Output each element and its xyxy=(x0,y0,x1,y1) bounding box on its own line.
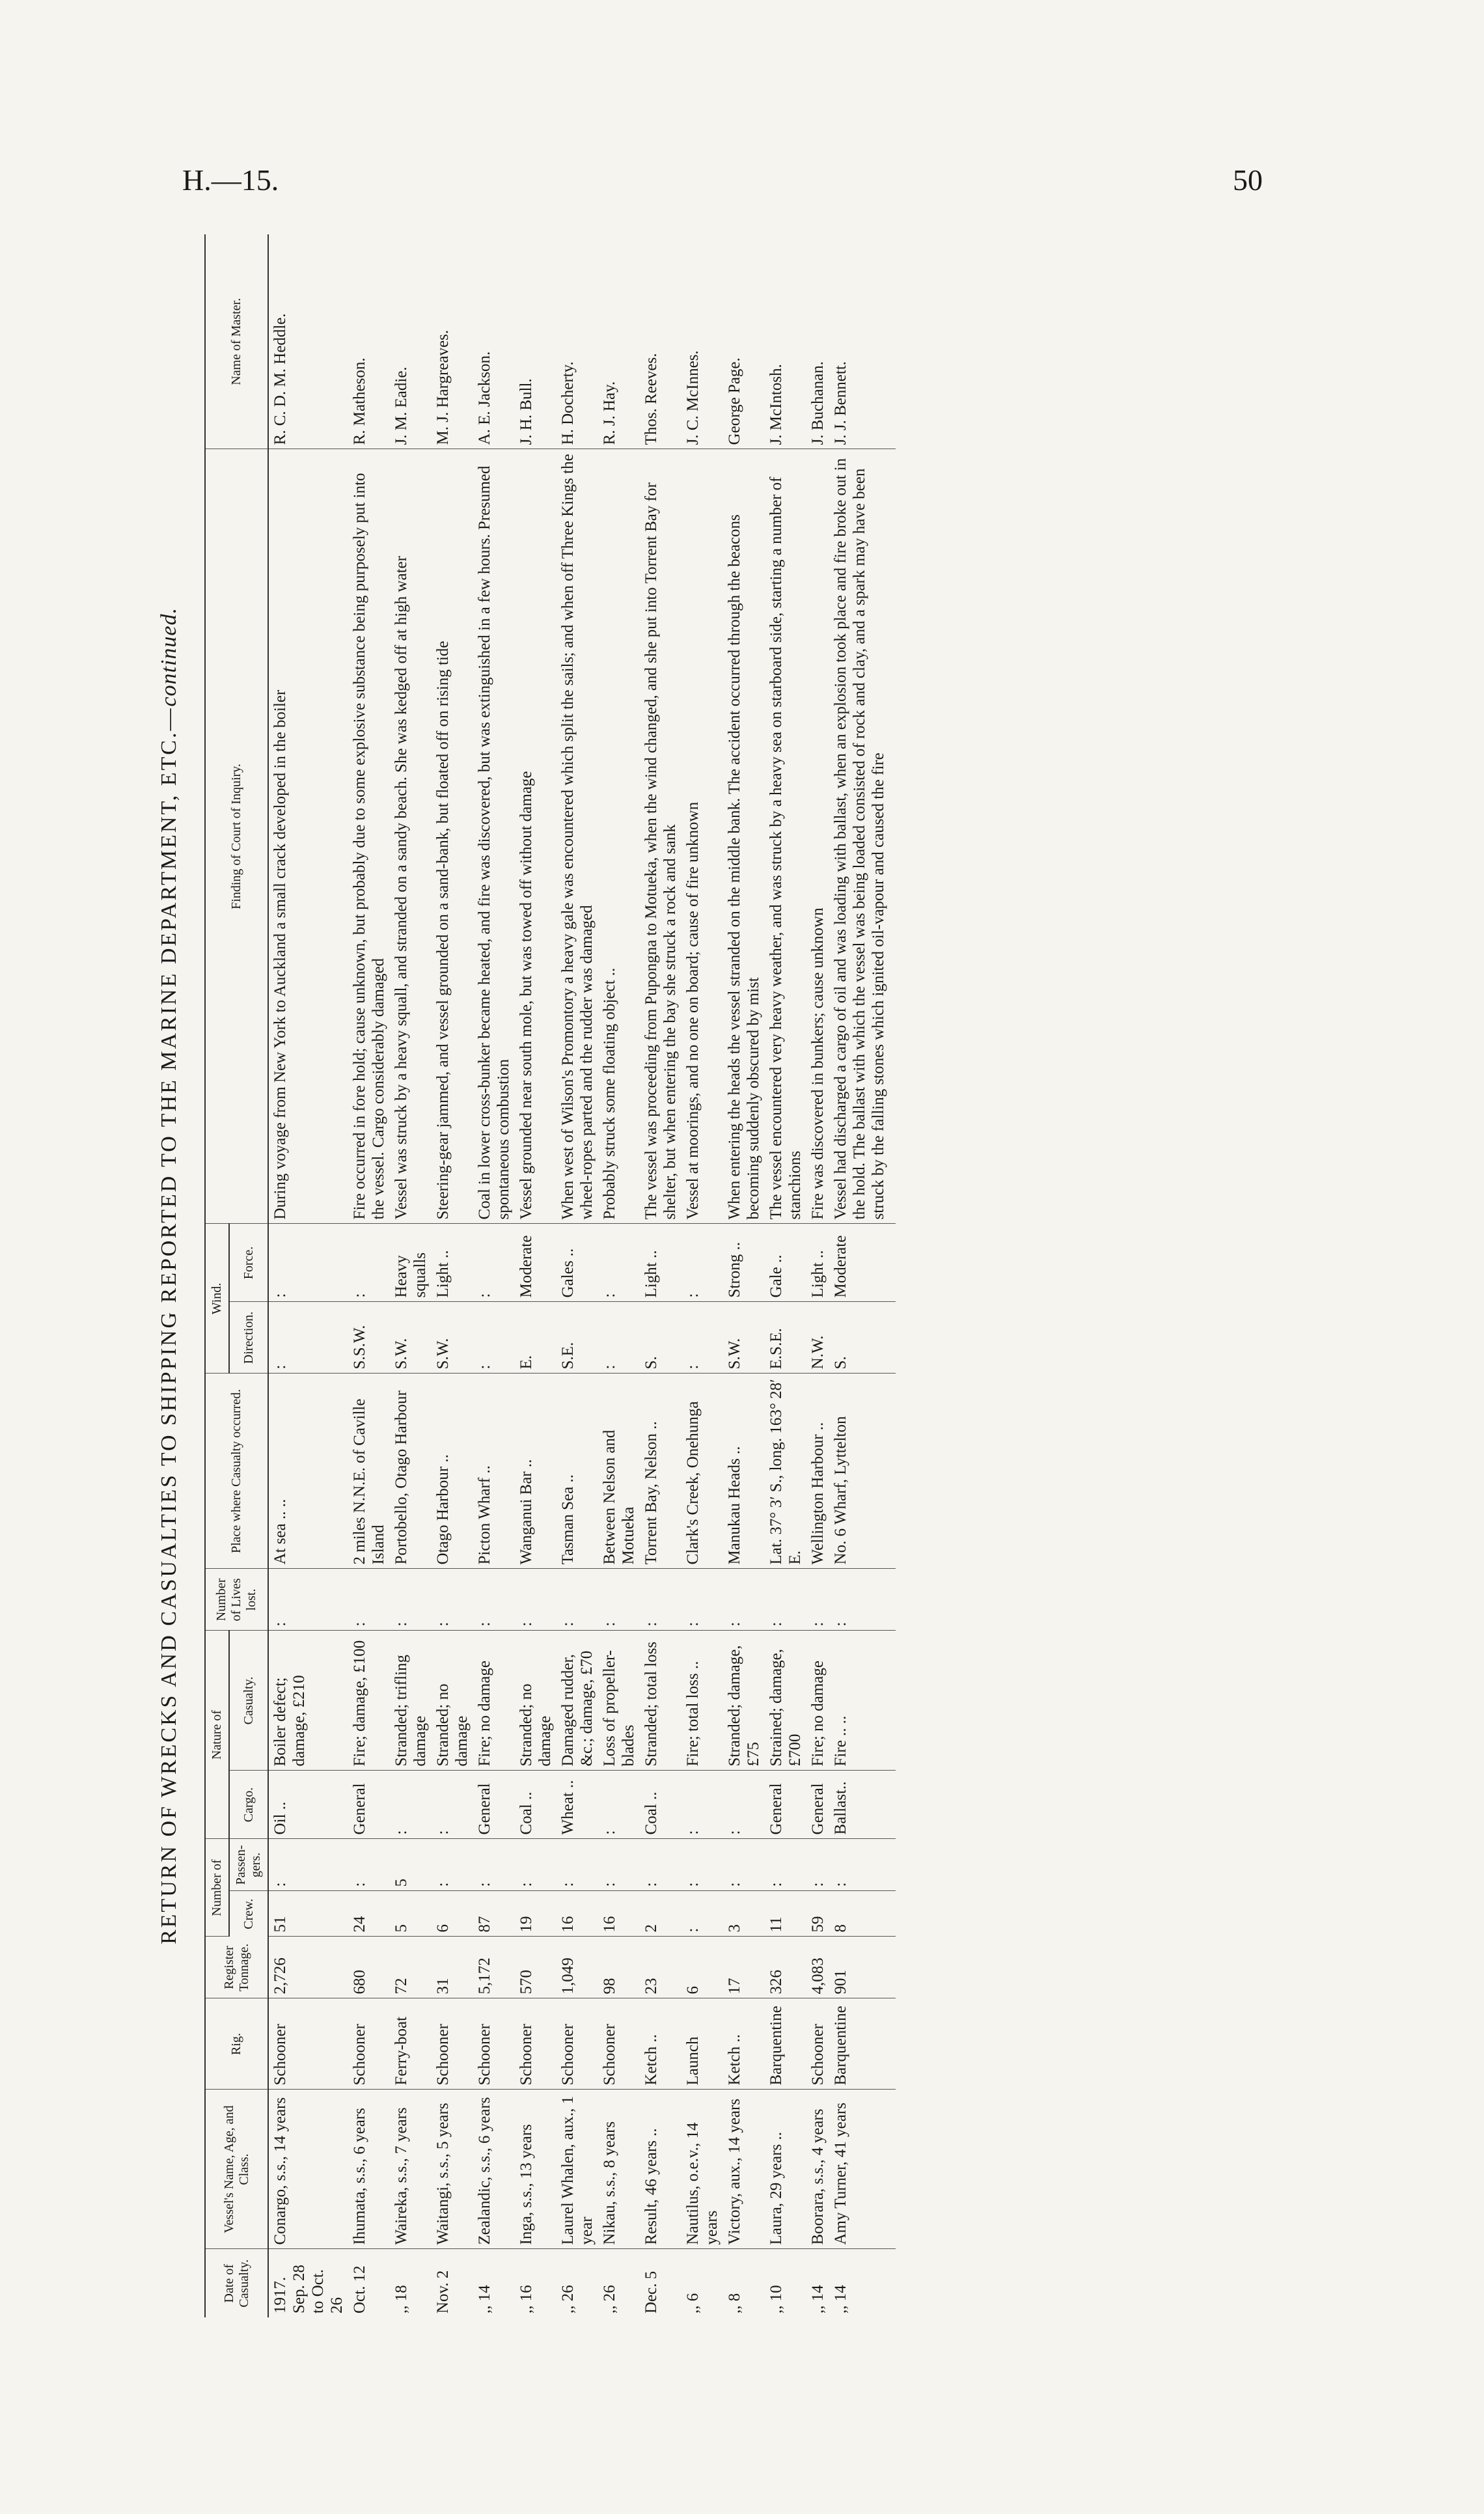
cell-lives-lost: : xyxy=(556,1569,598,1631)
cell-vessel: Result, 46 years .. xyxy=(640,2090,681,2249)
col-lives-lost: Number of Lives lost. xyxy=(205,1569,268,1631)
cell-passengers: : xyxy=(348,1839,390,1891)
col-casualty: Casualty. xyxy=(229,1631,268,1771)
header-row-1 xyxy=(205,234,229,2317)
cell-casualty: Stranded; damage, £75 xyxy=(723,1631,765,1771)
cell-finding: Vessel grounded near south mole, but was towed off without damage xyxy=(515,449,556,1224)
col-cargo: Cargo. xyxy=(229,1771,268,1839)
cell-tonnage: 6 xyxy=(681,1937,723,1998)
table-row xyxy=(723,234,765,2317)
table-row xyxy=(348,234,390,2317)
cell-master: R. J. Hay. xyxy=(598,234,640,449)
cell-wind-direction: : xyxy=(598,1302,640,1374)
cell-cargo: : xyxy=(432,1771,473,1839)
cell-lives-lost: : xyxy=(723,1569,765,1631)
cell-finding: The vessel encountered very heavy weather, and was struck by a heavy sea on starboard side, starting a number of stanchions xyxy=(765,449,806,1224)
cell-wind-direction: S. xyxy=(829,1302,896,1374)
table-row xyxy=(556,234,598,2317)
cell-rig: Barquentine xyxy=(765,1998,806,2090)
cell-date xyxy=(556,2249,598,2317)
cell-date xyxy=(598,2249,640,2317)
cell-wind-force: Gales .. xyxy=(556,1224,598,1302)
table-row xyxy=(473,234,515,2317)
table-title xyxy=(150,234,189,2317)
cell-lives-lost: : xyxy=(765,1569,806,1631)
cell-rig: Schooner xyxy=(598,1998,640,2090)
cell-crew: : xyxy=(681,1891,723,1937)
cell-rig: Schooner xyxy=(268,1998,348,2090)
cell-wind-force: Light .. xyxy=(432,1224,473,1302)
cell-crew: 87 xyxy=(473,1891,515,1937)
table-title-continued: continued. xyxy=(157,607,181,707)
cell-passengers: : xyxy=(268,1839,348,1891)
cell-rig: Schooner xyxy=(556,1998,598,2090)
cell-place: Wanganui Bar .. xyxy=(515,1374,556,1569)
cell-wind-force: : xyxy=(348,1224,390,1302)
date-value: ,, 26 xyxy=(601,2285,618,2314)
cell-casualty: Stranded; no damage xyxy=(515,1631,556,1771)
cell-rig: Schooner xyxy=(473,1998,515,2090)
cell-tonnage: 5,172 xyxy=(473,1937,515,1998)
col-date: Date of Casualty. xyxy=(205,2249,268,2317)
cell-vessel: Waitangi, s.s., 5 years xyxy=(432,2090,473,2249)
cell-casualty: Damaged rudder, &c.; damage, £70 xyxy=(556,1631,598,1771)
cell-passengers: : xyxy=(515,1839,556,1891)
cell-date xyxy=(681,2249,723,2317)
cell-cargo: : xyxy=(598,1771,640,1839)
date-value: ,, 16 xyxy=(517,2285,535,2314)
cell-date xyxy=(723,2249,765,2317)
cell-tonnage: 680 xyxy=(348,1937,390,1998)
cell-finding: The vessel was proceeding from Pupongna to Motueka, when the wind changed, and she put into Torrent Bay for shelter, but when entering the bay she struck a rock and sank xyxy=(640,449,681,1224)
cell-lives-lost: : xyxy=(598,1569,640,1631)
cell-casualty: Stranded; no damage xyxy=(432,1631,473,1771)
date-year: 1917. xyxy=(271,2276,289,2314)
cell-date xyxy=(765,2249,806,2317)
cell-master: M. J. Hargreaves. xyxy=(432,234,473,449)
col-passengers: Passen-gers. xyxy=(229,1839,268,1891)
cell-place: 2 miles N.N.E. of Caville Island xyxy=(348,1374,390,1569)
cell-cargo: Ballast.. xyxy=(829,1771,896,1839)
cell-cargo: Wheat .. xyxy=(556,1771,598,1839)
cell-casualty: Fire; total loss .. xyxy=(681,1631,723,1771)
cell-vessel: Laura, 29 years .. xyxy=(765,2090,806,2249)
cell-casualty: Boiler defect; damage, £210 xyxy=(268,1631,348,1771)
cell-cargo: Coal .. xyxy=(515,1771,556,1839)
cell-rig: Schooner xyxy=(348,1998,390,2090)
cell-passengers: : xyxy=(640,1839,681,1891)
cell-passengers: : xyxy=(723,1839,765,1891)
cell-wind-direction: S.S.W. xyxy=(348,1302,390,1374)
col-force: Force. xyxy=(229,1224,268,1302)
cell-wind-direction: S.E. xyxy=(556,1302,598,1374)
cell-rig: Schooner xyxy=(806,1998,829,2090)
cell-finding: Vessel was struck by a heavy squall, and stranded on a sandy beach. She was kedged off at high water xyxy=(390,449,432,1224)
cell-finding: Fire was discovered in bunkers; cause unknown xyxy=(806,449,829,1224)
col-number-of: Number of xyxy=(205,1839,229,1937)
col-tonnage: Register Tonnage. xyxy=(205,1937,268,1998)
cell-rig: Ketch .. xyxy=(640,1998,681,2090)
cell-place: Tasman Sea .. xyxy=(556,1374,598,1569)
page-number: 50 xyxy=(1233,163,1263,197)
cell-tonnage: 98 xyxy=(598,1937,640,1998)
cell-cargo: General xyxy=(806,1771,829,1839)
cell-cargo: Oil .. xyxy=(268,1771,348,1839)
col-crew: Crew. xyxy=(229,1891,268,1937)
cell-place: Wellington Harbour .. xyxy=(806,1374,829,1569)
cell-date xyxy=(268,2249,348,2317)
cell-rig: Ketch .. xyxy=(723,1998,765,2090)
cell-wind-direction: S.W. xyxy=(432,1302,473,1374)
cell-passengers: : xyxy=(432,1839,473,1891)
cell-crew: 24 xyxy=(348,1891,390,1937)
table-row xyxy=(829,234,896,2317)
cell-vessel: Ihumata, s.s., 6 years xyxy=(348,2090,390,2249)
cell-tonnage: 2,726 xyxy=(268,1937,348,1998)
casualty-table xyxy=(204,234,896,2317)
cell-lives-lost: : xyxy=(515,1569,556,1631)
table-row xyxy=(640,234,681,2317)
cell-tonnage: 4,083 xyxy=(806,1937,829,1998)
cell-casualty: Fire .. .. xyxy=(829,1631,896,1771)
cell-crew: 11 xyxy=(765,1891,806,1937)
cell-place: Between Nelson and Motueka xyxy=(598,1374,640,1569)
cell-vessel: Nikau, s.s., 8 years xyxy=(598,2090,640,2249)
table-row xyxy=(598,234,640,2317)
cell-date xyxy=(348,2249,390,2317)
date-value: Oct. 12 xyxy=(351,2265,368,2314)
cell-casualty: Loss of propeller-blades xyxy=(598,1631,640,1771)
cell-wind-direction: : xyxy=(473,1302,515,1374)
cell-date xyxy=(473,2249,515,2317)
table-row xyxy=(681,234,723,2317)
col-rig: Rig. xyxy=(205,1998,268,2090)
cell-passengers: : xyxy=(556,1839,598,1891)
cell-master: J. J. Bennett. xyxy=(829,234,896,449)
cell-vessel: Inga, s.s., 13 years xyxy=(515,2090,556,2249)
table-row xyxy=(268,234,348,2317)
cell-crew: 59 xyxy=(806,1891,829,1937)
cell-vessel: Zealandic, s.s., 6 years xyxy=(473,2090,515,2249)
date-value: ,, 18 xyxy=(392,2285,410,2314)
table-row xyxy=(765,234,806,2317)
table-row xyxy=(390,234,432,2317)
table-title-main: RETURN OF WRECKS AND CASUALTIES TO SHIPPING REPORTED TO THE MARINE DEPARTMENT, ETC.— xyxy=(157,706,181,1945)
col-wind: Wind. xyxy=(205,1224,229,1374)
cell-wind-force: : xyxy=(681,1224,723,1302)
cell-finding: Coal in lower cross-bunker became heated, and fire was discovered, but was extinguished in a few hours. Presumed spontaneous combustion xyxy=(473,449,515,1224)
cell-wind-direction: N.W. xyxy=(806,1302,829,1374)
cell-rig: Launch xyxy=(681,1998,723,2090)
cell-rig: Schooner xyxy=(432,1998,473,2090)
cell-master: J. M. Eadie. xyxy=(390,234,432,449)
cell-casualty: Stranded; trifling damage xyxy=(390,1631,432,1771)
cell-passengers: : xyxy=(829,1839,896,1891)
cell-cargo: General xyxy=(473,1771,515,1839)
cell-lives-lost: : xyxy=(473,1569,515,1631)
cell-passengers: : xyxy=(765,1839,806,1891)
document-reference: H.—15. xyxy=(182,163,279,197)
cell-passengers: : xyxy=(681,1839,723,1891)
cell-vessel: Boorara, s.s., 4 years xyxy=(806,2090,829,2249)
cell-date xyxy=(640,2249,681,2317)
cell-master: J. H. Bull. xyxy=(515,234,556,449)
cell-wind-force: Moderate xyxy=(829,1224,896,1302)
cell-casualty: Fire; damage, £100 xyxy=(348,1631,390,1771)
cell-wind-direction: S.W. xyxy=(390,1302,432,1374)
cell-tonnage: 31 xyxy=(432,1937,473,1998)
col-master: Name of Master. xyxy=(205,234,268,449)
table-row xyxy=(806,234,829,2317)
cell-place: At sea .. .. xyxy=(268,1374,348,1569)
cell-place: Lat. 37° 3′ S., long. 163° 28′ E. xyxy=(765,1374,806,1569)
cell-date xyxy=(829,2249,896,2317)
cell-passengers: : xyxy=(598,1839,640,1891)
cell-crew: 8 xyxy=(829,1891,896,1937)
cell-lives-lost: : xyxy=(829,1569,896,1631)
cell-crew: 16 xyxy=(598,1891,640,1937)
table-row xyxy=(515,234,556,2317)
date-value: Nov. 2 xyxy=(434,2270,452,2314)
cell-place: Manukau Heads .. xyxy=(723,1374,765,1569)
cell-finding: Fire occurred in fore hold; cause unknown, but probably due to some explosive substance being purposely put into the vessel. Cargo considerably damaged xyxy=(348,449,390,1224)
cell-tonnage: 23 xyxy=(640,1937,681,1998)
cell-tonnage: 570 xyxy=(515,1937,556,1998)
cell-wind-force: Light .. xyxy=(806,1224,829,1302)
date-value: ,, 6 xyxy=(684,2293,702,2314)
cell-wind-direction: E.S.E. xyxy=(765,1302,806,1374)
cell-lives-lost: : xyxy=(348,1569,390,1631)
cell-crew: 16 xyxy=(556,1891,598,1937)
cell-finding: Vessel had discharged a cargo of oil and was loading with ballast, when an explosion took place and fire broke out in the hold. The ballast with which the vessel was being loaded consisted of rock and clay, and a spark may have been struck by the falling stones which ignited oil-vapour and caused the fire xyxy=(829,449,896,1224)
cell-tonnage: 72 xyxy=(390,1937,432,1998)
cell-crew: 2 xyxy=(640,1891,681,1937)
cell-vessel: Conargo, s.s., 14 years xyxy=(268,2090,348,2249)
cell-rig: Barquentine xyxy=(829,1998,896,2090)
cell-rig: Ferry-boat xyxy=(390,1998,432,2090)
cell-casualty: Fire; no damage xyxy=(473,1631,515,1771)
cell-master: J. C. McInnes. xyxy=(681,234,723,449)
date-value: Sep. 28 to Oct. 26 xyxy=(290,2265,346,2314)
cell-date xyxy=(515,2249,556,2317)
cell-lives-lost: : xyxy=(390,1569,432,1631)
cell-crew: 6 xyxy=(432,1891,473,1937)
col-direction: Direction. xyxy=(229,1302,268,1374)
cell-cargo: : xyxy=(723,1771,765,1839)
cell-place: Torrent Bay, Nelson .. xyxy=(640,1374,681,1569)
cell-wind-force: : xyxy=(268,1224,348,1302)
cell-cargo: : xyxy=(390,1771,432,1839)
cell-crew: 19 xyxy=(515,1891,556,1937)
cell-lives-lost: : xyxy=(806,1569,829,1631)
date-value: ,, 14 xyxy=(476,2285,493,2314)
cell-master: J. Buchanan. xyxy=(806,234,829,449)
cell-passengers: : xyxy=(473,1839,515,1891)
cell-wind-force: Moderate xyxy=(515,1224,556,1302)
cell-finding: When entering the heads the vessel stranded on the middle bank. The accident occurred through the beacons becoming suddenly obscured by mist xyxy=(723,449,765,1224)
page-header xyxy=(182,163,1263,215)
cell-vessel: Laurel Whalen, aux., 1 year xyxy=(556,2090,598,2249)
cell-master: R. Matheson. xyxy=(348,234,390,449)
cell-wind-direction: S. xyxy=(640,1302,681,1374)
cell-crew: 51 xyxy=(268,1891,348,1937)
cell-wind-direction: : xyxy=(268,1302,348,1374)
cell-passengers: 5 xyxy=(390,1839,432,1891)
cell-rig: Schooner xyxy=(515,1998,556,2090)
cell-finding: Vessel at moorings, and no one on board; cause of fire unknown xyxy=(681,449,723,1224)
cell-master: Thos. Reeves. xyxy=(640,234,681,449)
cell-wind-force: Gale .. xyxy=(765,1224,806,1302)
cell-wind-force: Strong .. xyxy=(723,1224,765,1302)
cell-finding: When west of Wilson's Promontory a heavy gale was encountered which split the sails; and when off Three Kings the wheel-ropes parted and the rudder was damaged xyxy=(556,449,598,1224)
cell-cargo: General xyxy=(765,1771,806,1839)
cell-passengers: : xyxy=(806,1839,829,1891)
cell-master: J. McIntosh. xyxy=(765,234,806,449)
date-value: ,, 14 xyxy=(832,2285,849,2314)
rotated-table-region xyxy=(150,234,1269,2317)
cell-vessel: Victory, aux., 14 years xyxy=(723,2090,765,2249)
cell-casualty: Fire; no damage xyxy=(806,1631,829,1771)
cell-casualty: Stranded; total loss xyxy=(640,1631,681,1771)
table-row xyxy=(432,234,473,2317)
cell-cargo: Coal .. xyxy=(640,1771,681,1839)
cell-cargo: General xyxy=(348,1771,390,1839)
cell-date xyxy=(806,2249,829,2317)
cell-lives-lost: : xyxy=(640,1569,681,1631)
cell-master: H. Docherty. xyxy=(556,234,598,449)
cell-wind-force: Light .. xyxy=(640,1224,681,1302)
cell-finding: Steering-gear jammed, and vessel grounded on a sand-bank, but floated off on rising tide xyxy=(432,449,473,1224)
date-value: ,, 14 xyxy=(809,2285,827,2314)
cell-tonnage: 901 xyxy=(829,1937,896,1998)
cell-date xyxy=(390,2249,432,2317)
cell-place: Otago Harbour .. xyxy=(432,1374,473,1569)
col-vessel: Vessel's Name, Age, and Class. xyxy=(205,2090,268,2249)
date-value: ,, 10 xyxy=(767,2285,785,2314)
cell-vessel: Amy Turner, 41 years xyxy=(829,2090,896,2249)
casualty-table-body xyxy=(268,234,896,2317)
cell-finding: During voyage from New York to Auckland a small crack developed in the boiler xyxy=(268,449,348,1224)
cell-lives-lost: : xyxy=(432,1569,473,1631)
cell-tonnage: 17 xyxy=(723,1937,765,1998)
cell-wind-force: Heavy squalls xyxy=(390,1224,432,1302)
cell-master: A. E. Jackson. xyxy=(473,234,515,449)
col-place: Place where Casualty occurred. xyxy=(205,1374,268,1569)
cell-crew: 3 xyxy=(723,1891,765,1937)
cell-wind-direction: S.W. xyxy=(723,1302,765,1374)
col-nature-of: Nature of xyxy=(205,1631,229,1839)
date-value: ,, 8 xyxy=(726,2293,743,2314)
col-finding: Finding of Court of Inquiry. xyxy=(205,449,268,1224)
cell-finding: Probably struck some floating object .. xyxy=(598,449,640,1224)
cell-wind-direction: : xyxy=(681,1302,723,1374)
cell-tonnage: 1,049 xyxy=(556,1937,598,1998)
cell-wind-force: : xyxy=(473,1224,515,1302)
cell-master: George Page. xyxy=(723,234,765,449)
cell-place: Clark's Creek, Onehunga xyxy=(681,1374,723,1569)
cell-place: Picton Wharf .. xyxy=(473,1374,515,1569)
cell-wind-direction: E. xyxy=(515,1302,556,1374)
cell-tonnage: 326 xyxy=(765,1937,806,1998)
cell-date xyxy=(432,2249,473,2317)
cell-lives-lost: : xyxy=(268,1569,348,1631)
date-value: Dec. 5 xyxy=(642,2271,660,2314)
cell-wind-force: : xyxy=(598,1224,640,1302)
cell-lives-lost: : xyxy=(681,1569,723,1631)
cell-cargo: : xyxy=(681,1771,723,1839)
cell-crew: 5 xyxy=(390,1891,432,1937)
cell-casualty: Strained; damage, £700 xyxy=(765,1631,806,1771)
cell-place: No. 6 Wharf, Lyttelton xyxy=(829,1374,896,1569)
cell-vessel: Nautilus, o.e.v., 14 years xyxy=(681,2090,723,2249)
date-value: ,, 26 xyxy=(559,2285,577,2314)
cell-vessel: Waireka, s.s., 7 years xyxy=(390,2090,432,2249)
cell-master: R. C. D. M. Heddle. xyxy=(268,234,348,449)
cell-place: Portobello, Otago Harbour xyxy=(390,1374,432,1569)
